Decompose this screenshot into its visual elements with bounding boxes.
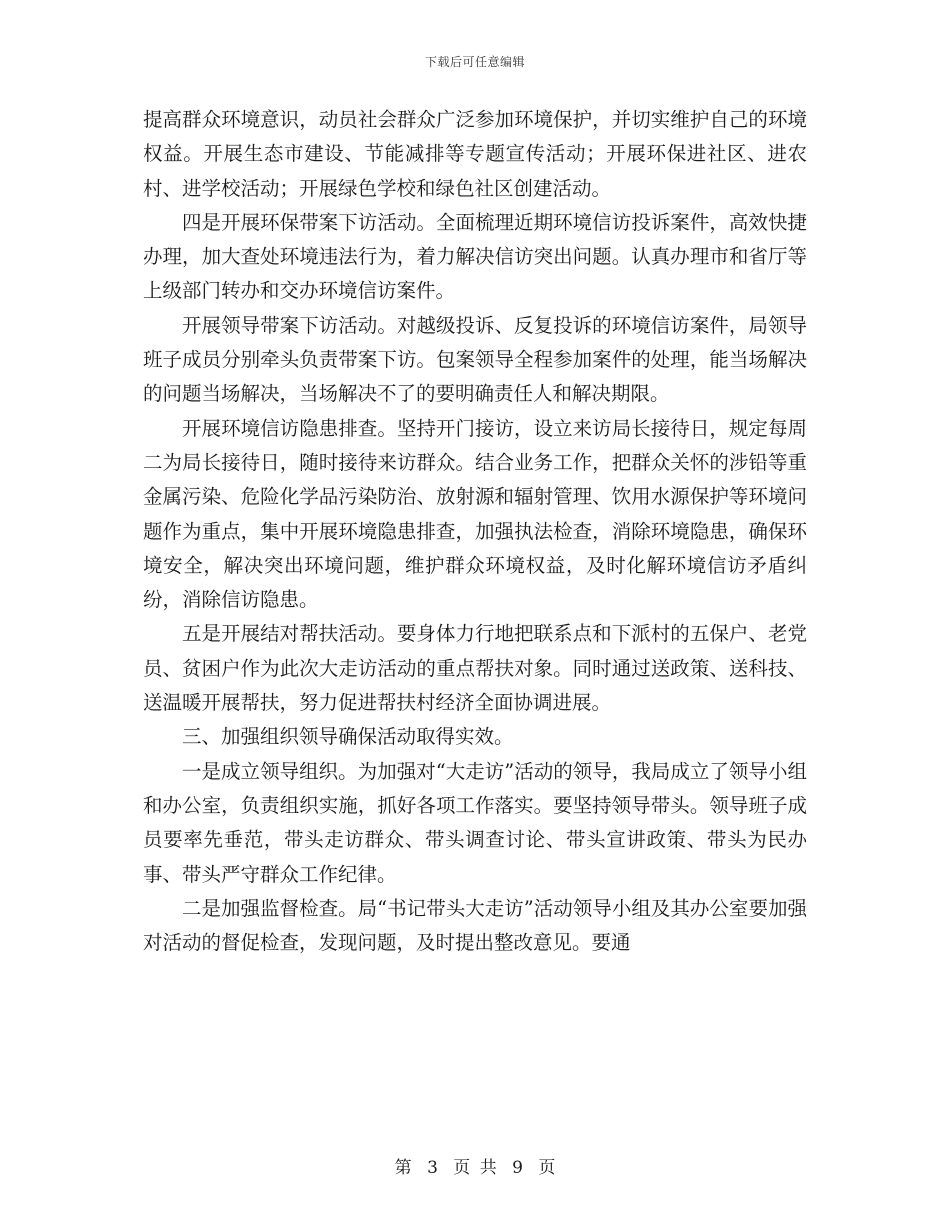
paragraph: 一是成立领导组织。为加强对“大走访”活动的领导，我局成立了领导小组和办公室，负责组织实施，抓好各项工作落实。要坚持领导带头。领导班子成员要率先垂范，带头走访群众、带头调查讨论、带头宣讲政策、带头为民办事、带头严守群众工作纪律。 [143, 759, 807, 886]
page-footer-suffix: 页 [538, 1158, 556, 1178]
page-footer-prefix: 第 [394, 1158, 412, 1178]
section-heading: 三、加强组织领导确保活动取得实效。 [182, 725, 514, 749]
page-header: 下载后可任意编辑 [424, 55, 525, 69]
document-body [143, 103, 807, 960]
paragraph: 四是开展环保带案下访活动。全面梳理近期环境信访投诉案件，高效快捷办理，加大查处环境违法行为，着力解决信访突出问题。认真办理市和省厅等上级部门转办和交办环境信访案件。 [143, 210, 807, 303]
paragraph: 开展环境信访隐患排查。坚持开门接访，设立来访局长接待日，规定每周二为局长接待日，随时接待来访群众。结合业务工作，把群众关怀的涉铅等重金属污染、危险化学品污染防治、放射源和辐射管理、饮用水源保护等环境问题作为重点，集中开展环境隐患排查，加强执法检查，消除环境隐患，确保环境安全，解决突出环境问题，维护群众环境权益，及时化解环境信访矛盾纠纷，消除信访隐患。 [143, 416, 807, 612]
current-page-number: 3 [427, 1158, 438, 1178]
paragraph: 五是开展结对帮扶活动。要身体力行地把联系点和下派村的五保户、老党员、贫困户作为此次大走访活动的重点帮扶对象。同时通过送政策、送科技、送温暖开展帮扶，努力促进帮扶村经济全面协调进展。 [143, 622, 807, 715]
page-footer-middle: 页 共 [453, 1158, 497, 1178]
total-page-count: 9 [512, 1158, 523, 1178]
page-number-footer [0, 1153, 950, 1178]
paragraph: 开展领导带案下访活动。对越级投诉、反复投诉的环境信访案件，局领导班子成员分别牵头负责带案下访。包案领导全程参加案件的处理，能当场解决的问题当场解决，当场解决不了的要明确责任人和解决期限。 [143, 313, 807, 406]
paragraph: 二是加强监督检查。局“书记带头大走访”活动领导小组及其办公室要加强对活动的督促检查，发现问题，及时提出整改意见。要通 [143, 896, 807, 955]
paragraph: 提高群众环境意识，动员社会群众广泛参加环境保护，并切实维护自己的环境权益。开展生态市建设、节能减排等专题宣传活动；开展环保进社区、进农村、进学校活动；开展绿色学校和绿色社区创建活动。 [143, 108, 807, 200]
